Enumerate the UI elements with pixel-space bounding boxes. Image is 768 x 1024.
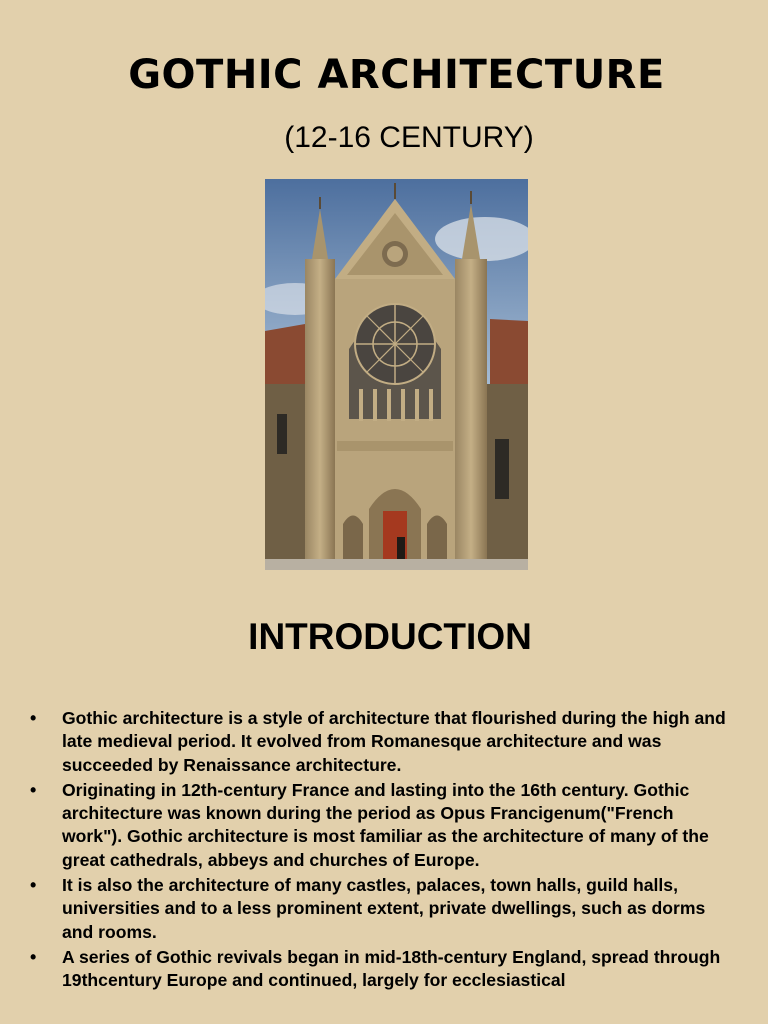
bullet-text: It is also the architecture of many castles, palaces, town halls, guild halls, universities and to a less prominent extent, private dwellings, such as dorms and rooms. (62, 875, 706, 942)
bullet-item (30, 946, 730, 993)
bullet-text: Originating in 12th-century France and lasting into the 16th century. Gothic architecture was known during the period as Opus Francigenum("French work"). Gothic architecture is most familiar as the architecture of many of the great cathedrals, abbeys and churches of Europe. (62, 779, 709, 870)
bullet-item (30, 779, 730, 872)
bullet-dot: • (30, 779, 37, 800)
bullet-text: A series of Gothic revivals began in mid-18th-century England, spread through 19thcentury Europe and continued, largely for ecclesiastical (62, 946, 721, 991)
bullet-item (30, 707, 730, 777)
slide-subtitle: (12-16 CENTURY) (284, 121, 534, 154)
cathedral-illustration (265, 179, 528, 570)
slide-title: GOTHIC ARCHITECTURE (128, 52, 665, 98)
bullet-item (30, 874, 730, 944)
cathedral-photo (265, 179, 528, 570)
introduction-bullet-list (30, 707, 730, 995)
bullet-dot: • (30, 875, 37, 896)
introduction-heading: INTRODUCTION (248, 616, 532, 657)
bullet-dot: • (30, 708, 37, 728)
bullet-dot: • (30, 946, 37, 967)
bullet-text: Gothic architecture is a style of architecture that flourished during the high and late medieval period. It evolved from Romanesque architecture and was succeeded by Renaissance architecture. (62, 708, 726, 775)
